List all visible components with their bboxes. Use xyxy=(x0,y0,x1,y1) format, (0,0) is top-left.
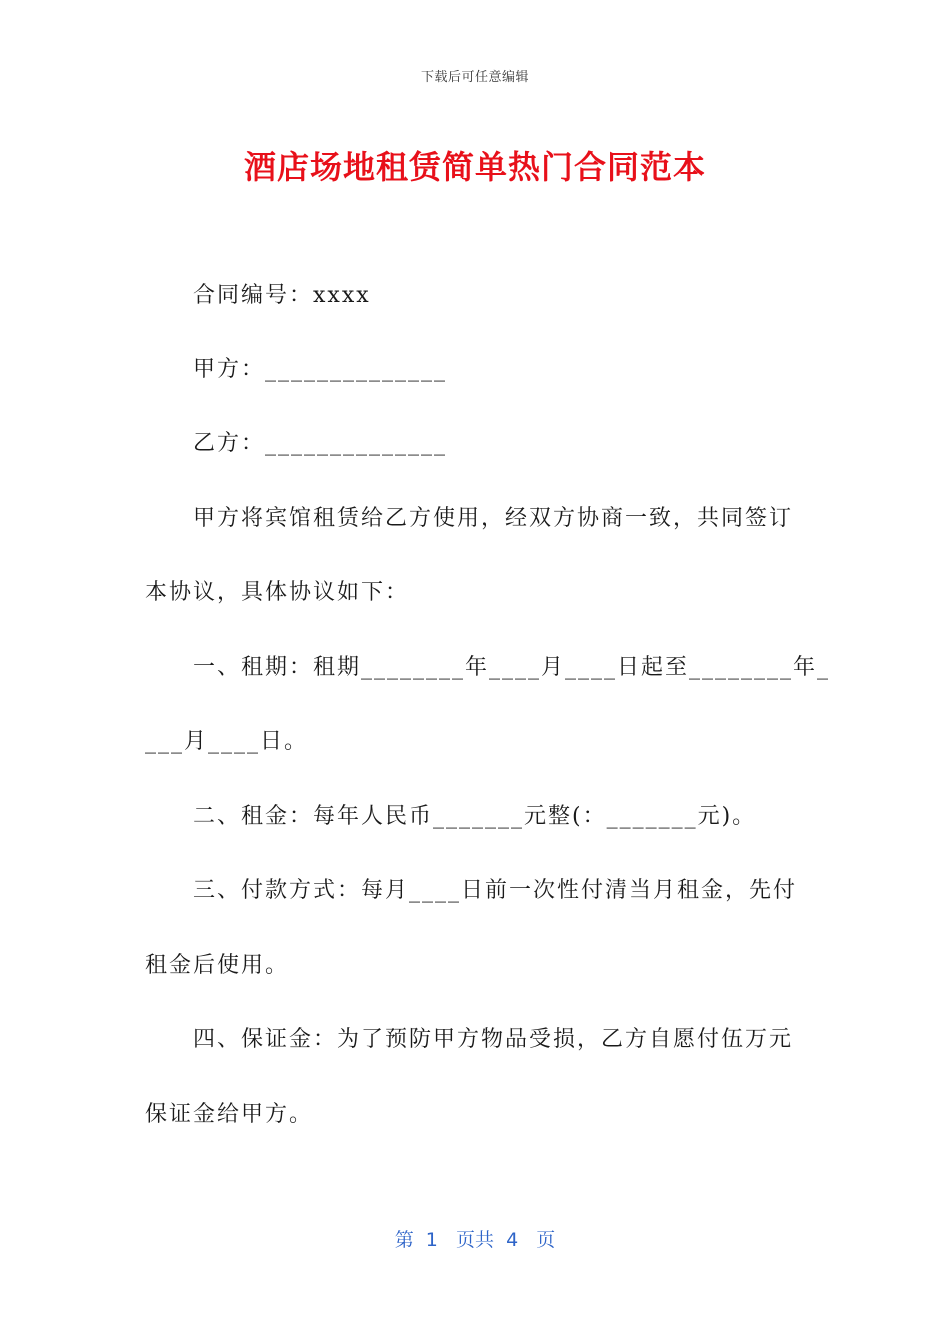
intro-line-1: 甲方将宾馆租赁给乙方使用，经双方协商一致，共同签订 xyxy=(193,506,794,531)
party-a: 甲方：______________ xyxy=(193,357,448,382)
payment-line-2: 租金后使用。 xyxy=(145,953,290,978)
deposit-line-1: 四、保证金：为了预防甲方物品受损，乙方自愿付伍万元 xyxy=(193,1027,794,1052)
deposit-line-2: 保证金给甲方。 xyxy=(145,1102,314,1127)
intro-line-2: 本协议，具体协议如下： xyxy=(145,580,410,605)
term-line-1: 一、租期：租期________年____月____日起至________年_ xyxy=(193,655,831,680)
contract-number: 合同编号：xxxx xyxy=(193,283,371,308)
header-note: 下载后可任意编辑 xyxy=(420,70,529,85)
page-footer: 第 1 页共 4 页 xyxy=(394,1229,556,1251)
document-title: 酒店场地租赁简单热门合同范本 xyxy=(243,148,706,186)
payment-line-1: 三、付款方式：每月____日前一次性付清当月租金，先付 xyxy=(193,878,798,903)
term-line-2: ___月____日。 xyxy=(145,729,309,754)
rent-line: 二、租金：每年人民币_______元整(：_______元)。 xyxy=(193,804,757,829)
party-b: 乙方：______________ xyxy=(193,431,448,456)
